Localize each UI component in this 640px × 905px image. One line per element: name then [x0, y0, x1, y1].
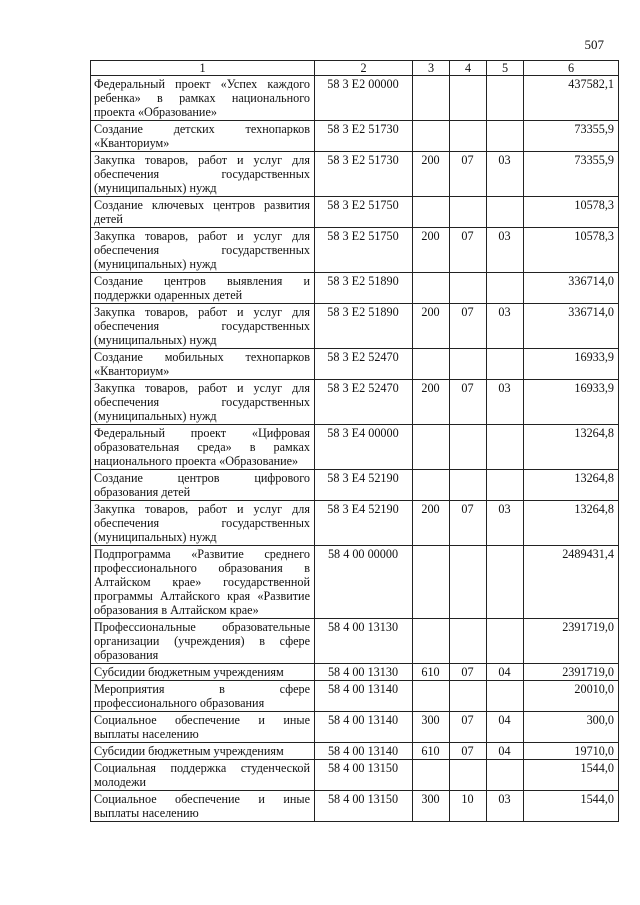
row-c5-cell — [487, 470, 524, 501]
row-c4-cell: 07 — [450, 743, 487, 760]
row-code-cell: 58 4 00 13130 — [315, 619, 413, 664]
row-name-cell: Профессиональные образовательные организации (учреждения) в сфере образования — [91, 619, 315, 664]
row-code-cell: 58 4 00 13150 — [315, 760, 413, 791]
row-amount-cell: 19710,0 — [524, 743, 619, 760]
row-c4-cell — [450, 76, 487, 121]
row-c3-cell — [413, 273, 450, 304]
row-c3-cell: 300 — [413, 791, 450, 822]
row-c3-cell — [413, 197, 450, 228]
row-c4-cell — [450, 546, 487, 619]
row-amount-cell: 13264,8 — [524, 501, 619, 546]
table-row — [91, 197, 619, 228]
row-c3-cell — [413, 619, 450, 664]
table-row — [91, 349, 619, 380]
row-amount-cell: 10578,3 — [524, 228, 619, 273]
row-name-cell: Федеральный проект «Успех каждого ребенка» в рамках национального проекта «Образование» — [91, 76, 315, 121]
column-header: 6 — [524, 61, 619, 76]
row-c3-cell: 200 — [413, 501, 450, 546]
row-c3-cell: 200 — [413, 228, 450, 273]
row-name-cell: Создание центров цифрового образования детей — [91, 470, 315, 501]
row-c5-cell: 04 — [487, 664, 524, 681]
row-code-cell: 58 4 00 13140 — [315, 712, 413, 743]
row-c5-cell: 03 — [487, 304, 524, 349]
row-name-cell: Субсидии бюджетным учреждениям — [91, 743, 315, 760]
row-name-cell: Создание детских технопарков «Кванториум» — [91, 121, 315, 152]
row-c4-cell — [450, 619, 487, 664]
table-row — [91, 152, 619, 197]
row-c4-cell — [450, 681, 487, 712]
row-name-cell: Социальное обеспечение и иные выплаты населению — [91, 791, 315, 822]
row-amount-cell: 2391719,0 — [524, 664, 619, 681]
row-code-cell: 58 3 E4 00000 — [315, 425, 413, 470]
row-c4-cell: 07 — [450, 304, 487, 349]
row-c3-cell: 200 — [413, 380, 450, 425]
row-code-cell: 58 4 00 13130 — [315, 664, 413, 681]
row-c5-cell — [487, 349, 524, 380]
row-c4-cell: 10 — [450, 791, 487, 822]
row-code-cell: 58 3 E4 52190 — [315, 470, 413, 501]
row-c3-cell — [413, 546, 450, 619]
row-name-cell: Создание мобильных технопарков «Кванториум» — [91, 349, 315, 380]
table-body — [91, 76, 619, 822]
row-c4-cell — [450, 760, 487, 791]
row-c5-cell — [487, 546, 524, 619]
row-c5-cell: 03 — [487, 228, 524, 273]
table-row — [91, 546, 619, 619]
row-c3-cell — [413, 349, 450, 380]
row-c4-cell: 07 — [450, 380, 487, 425]
table-row — [91, 425, 619, 470]
row-amount-cell: 20010,0 — [524, 681, 619, 712]
row-c5-cell: 03 — [487, 791, 524, 822]
table-row — [91, 76, 619, 121]
table-row — [91, 791, 619, 822]
row-amount-cell: 300,0 — [524, 712, 619, 743]
row-c4-cell — [450, 349, 487, 380]
column-header: 2 — [315, 61, 413, 76]
column-header: 3 — [413, 61, 450, 76]
row-code-cell: 58 4 00 13150 — [315, 791, 413, 822]
row-c3-cell — [413, 760, 450, 791]
page-number: 507 — [584, 37, 604, 52]
row-c3-cell: 300 — [413, 712, 450, 743]
row-amount-cell: 1544,0 — [524, 791, 619, 822]
row-c3-cell: 200 — [413, 152, 450, 197]
table-row — [91, 664, 619, 681]
row-amount-cell: 73355,9 — [524, 121, 619, 152]
column-header: 1 — [91, 61, 315, 76]
row-code-cell: 58 3 E2 51890 — [315, 273, 413, 304]
row-name-cell: Создание ключевых центров развития детей — [91, 197, 315, 228]
table-row — [91, 380, 619, 425]
row-name-cell: Субсидии бюджетным учреждениям — [91, 664, 315, 681]
row-name-cell: Социальное обеспечение и иные выплаты населению — [91, 712, 315, 743]
row-c5-cell — [487, 76, 524, 121]
row-c3-cell — [413, 425, 450, 470]
row-c4-cell — [450, 273, 487, 304]
row-c3-cell — [413, 76, 450, 121]
row-code-cell: 58 3 E2 51750 — [315, 228, 413, 273]
row-code-cell: 58 3 E2 51730 — [315, 121, 413, 152]
row-c5-cell — [487, 760, 524, 791]
row-amount-cell: 2391719,0 — [524, 619, 619, 664]
column-header: 5 — [487, 61, 524, 76]
row-code-cell: 58 3 E2 00000 — [315, 76, 413, 121]
column-header-row — [91, 61, 619, 76]
row-code-cell: 58 3 E2 52470 — [315, 349, 413, 380]
row-amount-cell: 336714,0 — [524, 273, 619, 304]
row-c5-cell: 03 — [487, 152, 524, 197]
table-row — [91, 228, 619, 273]
row-name-cell: Федеральный проект «Цифровая образовательная среда» в рамках национального проекта «Образование» — [91, 425, 315, 470]
row-name-cell: Социальная поддержка студенческой молодежи — [91, 760, 315, 791]
row-c4-cell: 07 — [450, 152, 487, 197]
row-name-cell: Закупка товаров, работ и услуг для обеспечения государственных (муниципальных) нужд — [91, 380, 315, 425]
row-name-cell: Закупка товаров, работ и услуг для обеспечения государственных (муниципальных) нужд — [91, 304, 315, 349]
row-c5-cell: 04 — [487, 712, 524, 743]
row-amount-cell: 10578,3 — [524, 197, 619, 228]
row-c4-cell: 07 — [450, 228, 487, 273]
table-row — [91, 743, 619, 760]
row-code-cell: 58 3 E2 52470 — [315, 380, 413, 425]
row-c3-cell — [413, 121, 450, 152]
row-c5-cell — [487, 619, 524, 664]
row-c5-cell: 04 — [487, 743, 524, 760]
table-row — [91, 681, 619, 712]
row-c3-cell: 610 — [413, 743, 450, 760]
row-c5-cell — [487, 197, 524, 228]
row-c4-cell — [450, 470, 487, 501]
row-amount-cell: 2489431,4 — [524, 546, 619, 619]
row-code-cell: 58 4 00 00000 — [315, 546, 413, 619]
table-row — [91, 121, 619, 152]
budget-table — [90, 60, 619, 822]
row-c3-cell — [413, 681, 450, 712]
row-amount-cell: 13264,8 — [524, 470, 619, 501]
row-amount-cell: 16933,9 — [524, 380, 619, 425]
column-header: 4 — [450, 61, 487, 76]
row-name-cell: Подпрограмма «Развитие среднего профессионального образования в Алтайском крае» государственной программы Алтайского края «Развитие образования в Алтайском крае» — [91, 546, 315, 619]
row-amount-cell: 13264,8 — [524, 425, 619, 470]
table-row — [91, 470, 619, 501]
row-c5-cell — [487, 121, 524, 152]
row-code-cell: 58 3 E2 51730 — [315, 152, 413, 197]
row-c5-cell — [487, 681, 524, 712]
row-c4-cell: 07 — [450, 712, 487, 743]
row-code-cell: 58 3 E2 51750 — [315, 197, 413, 228]
table-row — [91, 760, 619, 791]
row-code-cell: 58 4 00 13140 — [315, 681, 413, 712]
row-c4-cell — [450, 197, 487, 228]
row-name-cell: Закупка товаров, работ и услуг для обеспечения государственных (муниципальных) нужд — [91, 228, 315, 273]
row-c3-cell: 200 — [413, 304, 450, 349]
table-row — [91, 304, 619, 349]
table-row — [91, 501, 619, 546]
table-row — [91, 273, 619, 304]
row-name-cell: Создание центров выявления и поддержки одаренных детей — [91, 273, 315, 304]
row-c5-cell: 03 — [487, 501, 524, 546]
row-c4-cell — [450, 121, 487, 152]
row-c5-cell — [487, 425, 524, 470]
row-name-cell: Закупка товаров, работ и услуг для обеспечения государственных (муниципальных) нужд — [91, 501, 315, 546]
row-code-cell: 58 4 00 13140 — [315, 743, 413, 760]
table-row — [91, 712, 619, 743]
row-c5-cell: 03 — [487, 380, 524, 425]
row-c5-cell — [487, 273, 524, 304]
row-c4-cell — [450, 425, 487, 470]
row-name-cell: Мероприятия в сфере профессионального образования — [91, 681, 315, 712]
row-amount-cell: 1544,0 — [524, 760, 619, 791]
row-c3-cell: 610 — [413, 664, 450, 681]
row-amount-cell: 16933,9 — [524, 349, 619, 380]
row-amount-cell: 437582,1 — [524, 76, 619, 121]
row-c3-cell — [413, 470, 450, 501]
row-code-cell: 58 3 E4 52190 — [315, 501, 413, 546]
row-c4-cell: 07 — [450, 501, 487, 546]
row-amount-cell: 336714,0 — [524, 304, 619, 349]
row-amount-cell: 73355,9 — [524, 152, 619, 197]
row-code-cell: 58 3 E2 51890 — [315, 304, 413, 349]
table-row — [91, 619, 619, 664]
row-c4-cell: 07 — [450, 664, 487, 681]
row-name-cell: Закупка товаров, работ и услуг для обеспечения государственных (муниципальных) нужд — [91, 152, 315, 197]
